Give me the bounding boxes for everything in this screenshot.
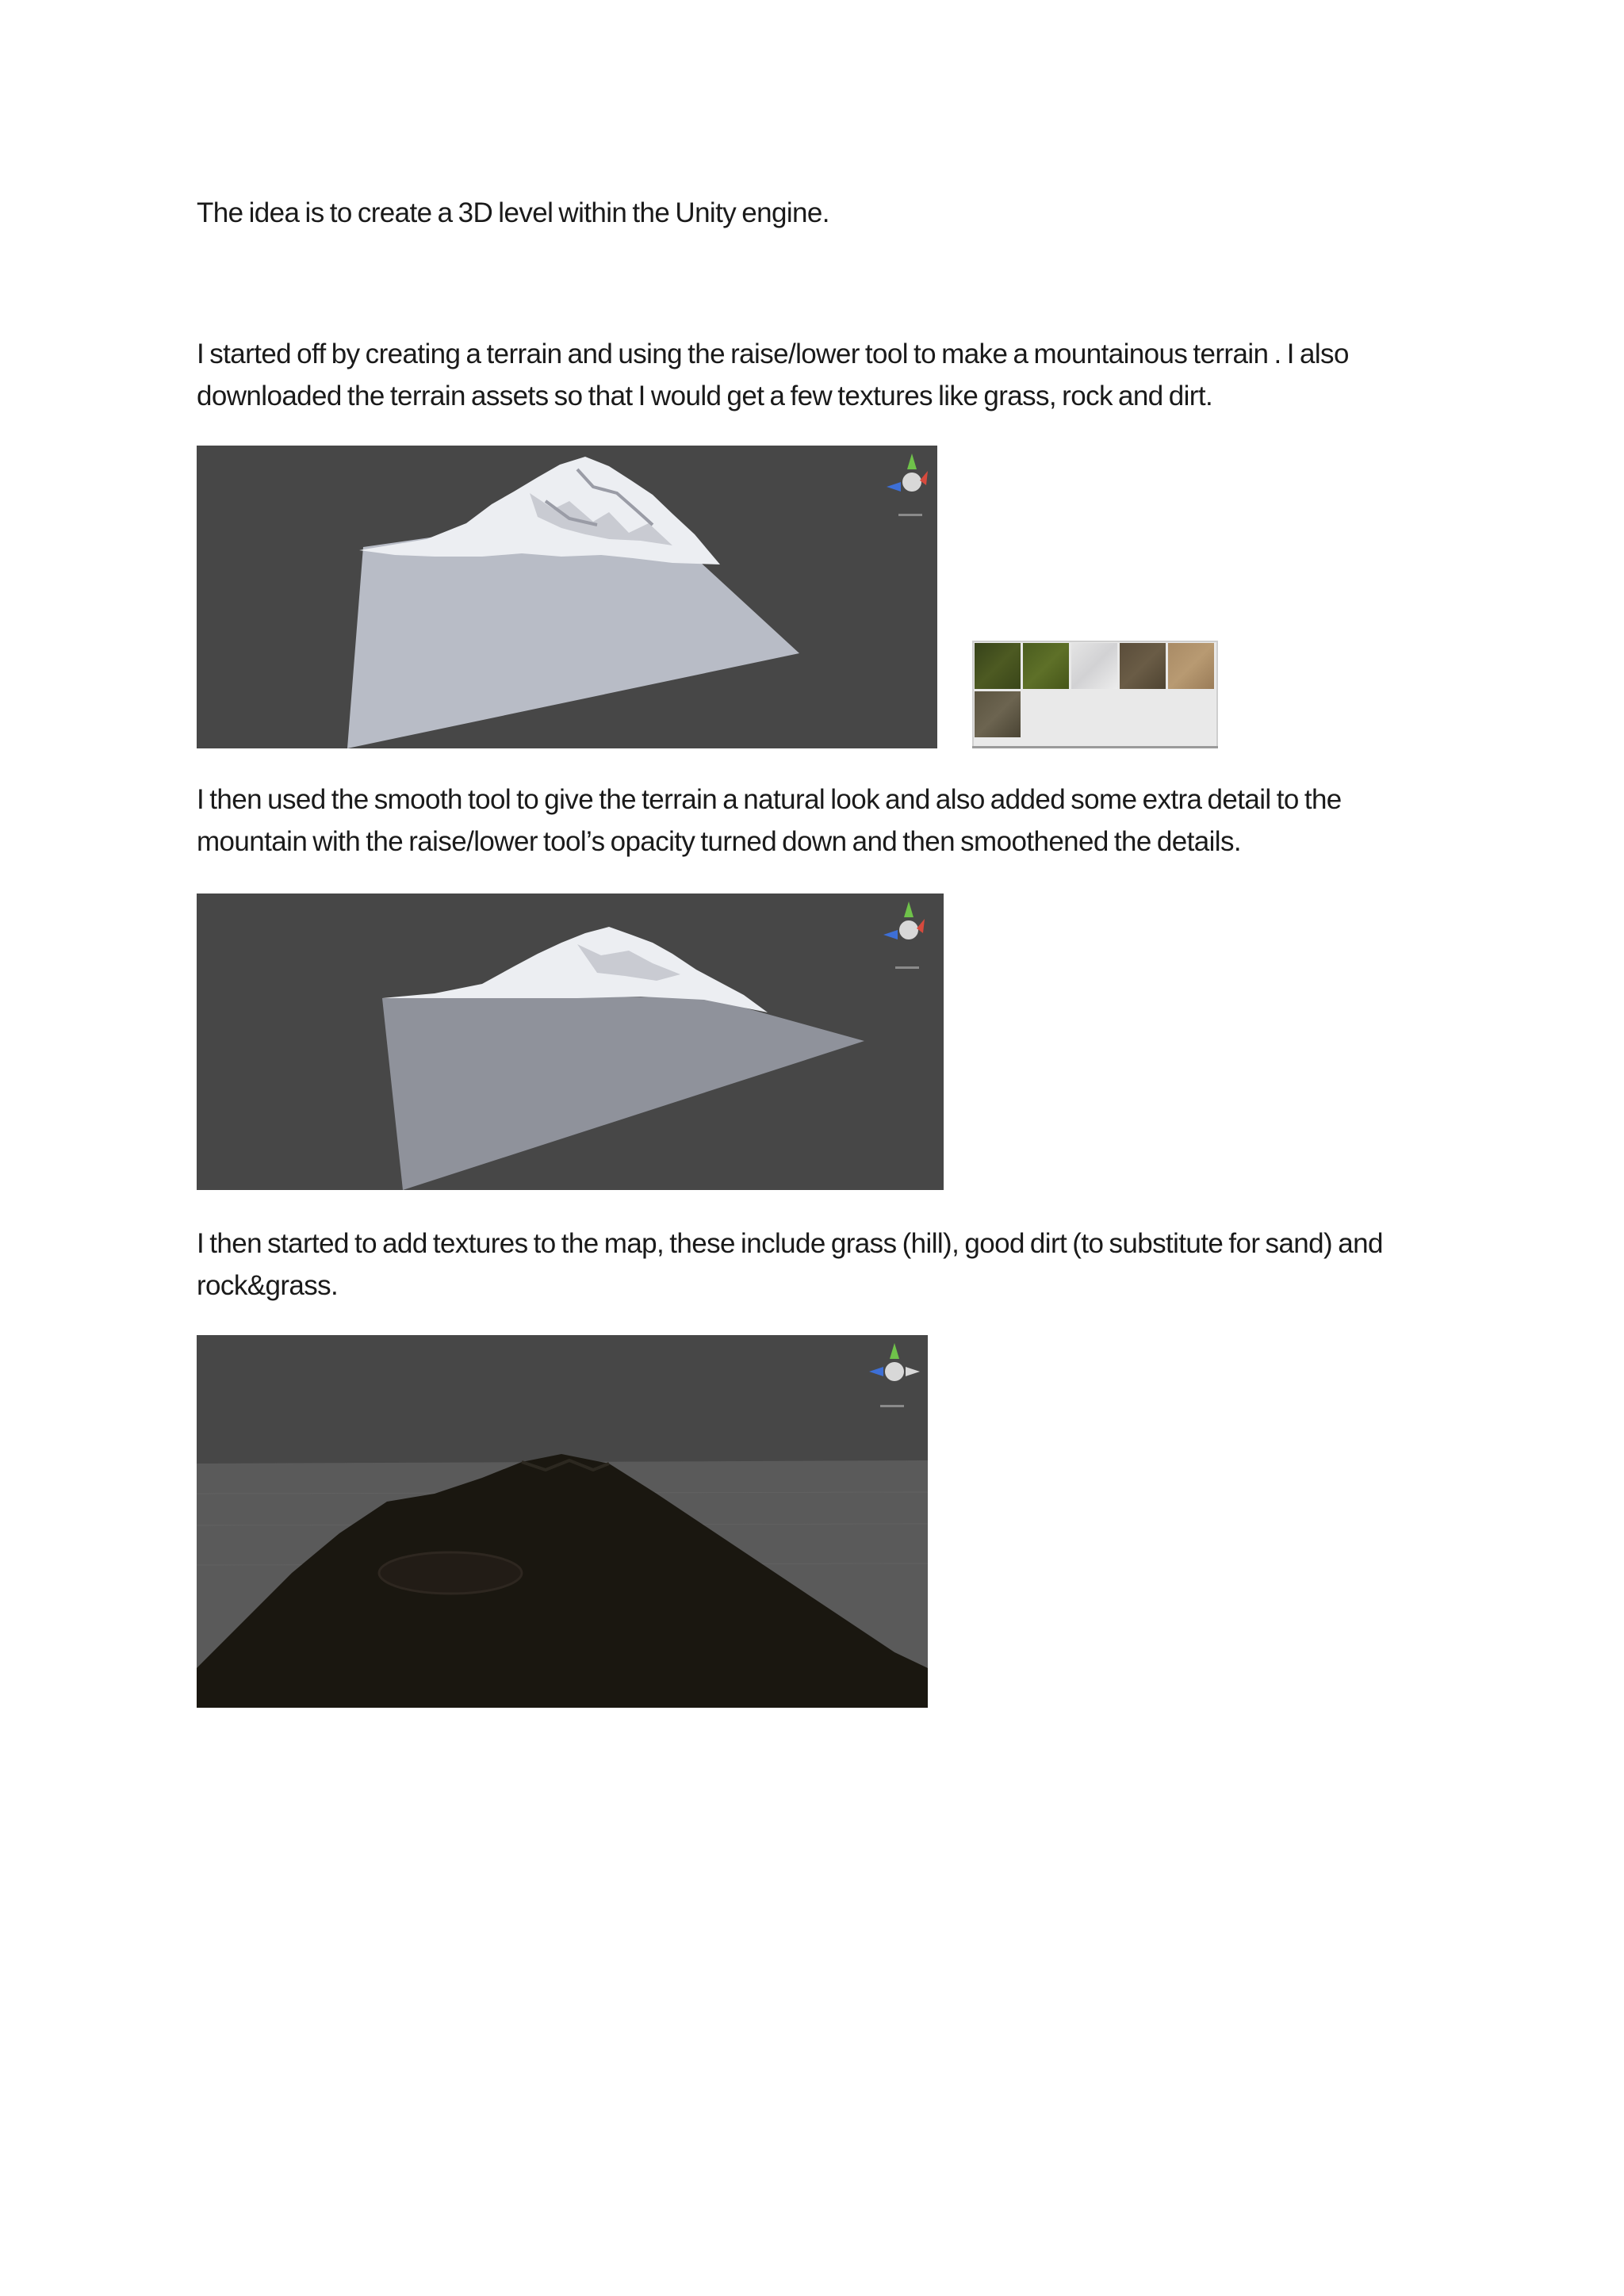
grass-dark-swatch xyxy=(975,643,1021,689)
grass-swatch xyxy=(1023,643,1069,689)
paragraph-textures: I then started to add textures to the map, these include grass (hill), good dirt (to substitute for sand) and rock&grass. xyxy=(197,1228,1383,1301)
sand-swatch xyxy=(1168,643,1214,689)
paragraph-terrain: I started off by creating a terrain and using the raise/lower tool to make a mountainous terrain . I also downloaded the terrain assets so that I would get a few textures like grass, rock and dirt. xyxy=(197,339,1349,411)
swatch-divider xyxy=(972,746,1218,748)
dirt-swatch xyxy=(1120,643,1166,689)
terrain-render-1 xyxy=(197,446,937,748)
terrain-screenshot-3 xyxy=(197,1335,928,1708)
rock-grass-swatch xyxy=(975,691,1021,737)
snow-swatch xyxy=(1071,643,1117,689)
terrain-screenshot-2 xyxy=(197,894,944,1190)
terrain-screenshot-1 xyxy=(197,446,937,748)
terrain-render-3 xyxy=(197,1335,928,1708)
terrain-render-2 xyxy=(197,894,944,1190)
paragraph-intro: The idea is to create a 3D level within the Unity engine. xyxy=(197,197,829,228)
terrain-texture-swatches xyxy=(972,641,1218,748)
paragraph-smooth: I then used the smooth tool to give the terrain a natural look and also added some extra detail to the mountain with the raise/lower tool’s opacity turned down and then smoothened the details. xyxy=(197,784,1342,857)
